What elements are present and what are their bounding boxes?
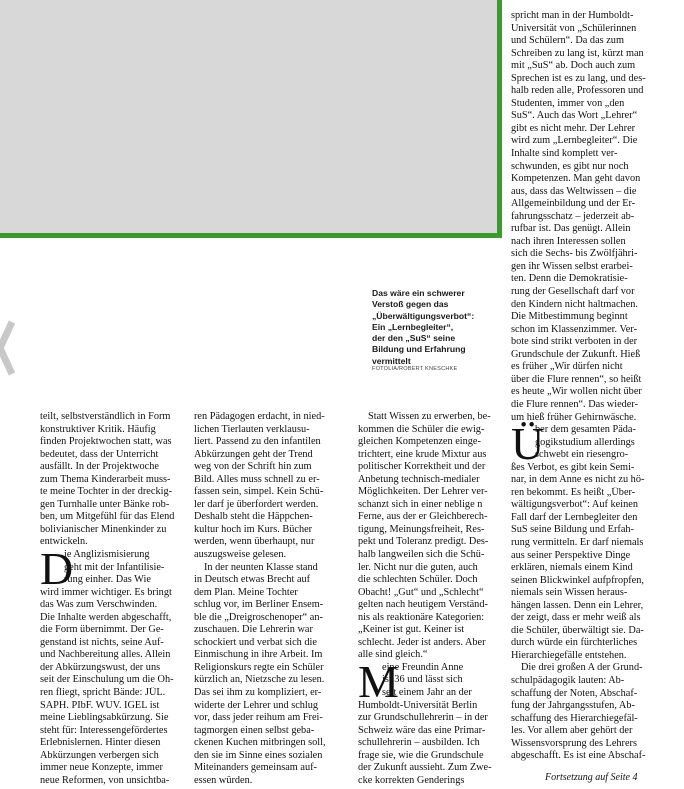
- article-column-4: [511, 10, 663, 763]
- text-line: bedeutet, dass der Unterricht: [40, 448, 159, 460]
- text-line: ausfällt. In der Projektwoche: [40, 461, 159, 473]
- text-line: ie Anglizismisierung: [64, 549, 150, 561]
- text-line: schulpädagogik lauten: Ab-: [511, 674, 625, 686]
- text-line: und Nachbereitung alles. Allein: [40, 649, 171, 661]
- text-line: geht mit der Infantilisie-: [64, 561, 165, 573]
- text-line: cke korrekten Genderings: [358, 774, 465, 786]
- text-line: kultur hoch im Kurs. Bücher: [194, 523, 313, 535]
- text-line: fahrungsschatz – jederzeit ab-: [511, 210, 635, 222]
- text-line: immer neue Konzepte, immer: [40, 762, 163, 774]
- text-line: rung vermitteln. Er darf niemals: [511, 536, 644, 548]
- text-line: gibt es nicht mehr. Der Lehrer: [511, 122, 636, 134]
- text-line: nis als reaktionäre Kategorien:: [358, 611, 485, 623]
- text-line: politischer Korrektheit und der: [358, 461, 486, 473]
- text-line: seinen Blickwinkel aufpfropfen,: [511, 574, 644, 586]
- text-line: Hierarchiegefälle entstehen.: [511, 649, 627, 661]
- drop-cap: Ü: [511, 418, 545, 470]
- text-line: und Schülern“. Da das zum: [511, 35, 624, 47]
- text-line: genstand ist nichts, seine Auf-: [40, 636, 164, 648]
- text-line: Erlebnislernen. Hinter diesen: [40, 737, 161, 749]
- text-line: rung der Gesellschaft darf vor: [511, 286, 635, 298]
- text-line: Inhalte sind komplett ver-: [511, 148, 618, 160]
- text-line: bote sind strikt verboten in der: [511, 336, 638, 348]
- text-line: halb reden alle, Professoren und: [511, 85, 644, 97]
- photo-credit: FOTOLIA/ROBERT KNESCHKE: [372, 366, 458, 372]
- text-line: Universität von „Schülerinnen: [511, 22, 637, 34]
- text-line: Wissensvorsprung des Lehrers: [511, 737, 637, 749]
- text-line: bolivianischer Minenkinder zu: [40, 523, 167, 535]
- text-line: fung der Jahrgangsstufen, Ab-: [511, 700, 635, 712]
- text-line: tigung, Meinungsfreiheit, Res-: [358, 523, 485, 535]
- text-line: Statt Wissen zu erwerben, be-: [368, 411, 491, 422]
- text-line: pekt und Toleranz predigt. Des-: [358, 536, 489, 548]
- caption-line: Bildung und Erfahrung: [372, 344, 466, 355]
- text-line: durch würde ein fürchterliches: [511, 637, 638, 649]
- text-line: zum Thema Kinderarbeit muss-: [40, 473, 171, 485]
- text-line: gogikstudium allerdings: [535, 436, 635, 448]
- text-line: aus seiner Perspektive Dinge: [511, 549, 631, 561]
- text-line: schullehrerin – ausbilden. Ich: [358, 737, 480, 749]
- text-line: SuS“. Auch das Wort „Lehrer“: [511, 110, 638, 122]
- text-line: trichtert, eine krude Mixtur aus: [358, 448, 487, 460]
- text-line: ckenen Kuchen mitbringen soll,: [194, 737, 326, 749]
- text-line: Anbetung technisch-medialer: [358, 473, 480, 485]
- text-line: seit der Einschulung um die Oh-: [40, 674, 174, 686]
- text-line: Grundschule der Zukunft. Hieß: [511, 348, 641, 360]
- text-line: kürzlich an, Nietzsche zu lesen.: [194, 674, 325, 686]
- text-line: gen Turnhalle unter Bänke rob-: [40, 498, 170, 510]
- text-line: fassen sein, simpel. Kein Schü-: [194, 486, 324, 498]
- text-line: schlecht. Jeder ist anders. Aber: [358, 636, 486, 648]
- text-line: zur Grundschullehrerin – in der: [358, 712, 488, 724]
- text-line: wird zum „Lernbegleiter“. Die: [511, 135, 638, 147]
- text-line: aus, dass das Weltwissen – die: [511, 185, 637, 197]
- text-line: spricht man in der Humboldt-: [511, 10, 634, 21]
- text-line: der zeigt, dass er mehr weiß als: [511, 612, 641, 624]
- text-line: Die drei großen A der Grund-: [521, 662, 643, 674]
- text-line: nach ihren Interessen sollen: [511, 235, 626, 247]
- text-line: über die Flure rennen“, so heißt: [511, 373, 642, 385]
- text-line: dem Plan. Meine Tochter: [194, 586, 298, 598]
- text-line: ren Pädagogen erdacht, in nied-: [194, 411, 325, 422]
- caption-line: vermittelt: [372, 355, 411, 366]
- text-line: um hieß früher Gehirnwäsche.: [511, 411, 637, 423]
- continuation-note[interactable]: Fortsetzung auf Seite 4: [545, 772, 638, 783]
- text-line: Kompetenzen. Man geht davon: [511, 173, 641, 185]
- text-line: Miteinanders gemeinsam auf-: [194, 762, 317, 774]
- text-line: den Kindern nicht haltmachen.: [511, 298, 638, 310]
- caption-line: Das wäre ein schwerer: [372, 288, 465, 298]
- text-line: ber dem gesamten Päda-: [535, 424, 636, 436]
- text-line: die schlechten Schüler. Doch: [358, 574, 478, 586]
- text-line: zuschauen. Die Lehrerin war: [194, 624, 313, 636]
- text-line: entwickeln.: [40, 536, 88, 548]
- text-line: finden Projektwochen statt, was: [40, 436, 172, 448]
- text-line: die Flure rennen“. Das wieder-: [511, 398, 639, 410]
- text-line: kommen die Schüler die ewig-: [358, 423, 485, 435]
- text-line: auszugsweise gelesen.: [194, 549, 287, 561]
- text-line: schaffung der Noten, Abschaf-: [511, 687, 638, 699]
- text-line: werden, wenn überhaupt, nur: [194, 536, 315, 548]
- text-line: „Keiner ist gut. Keiner ist: [358, 624, 465, 636]
- text-line: Allgemeinbildung und der Er-: [511, 198, 636, 210]
- text-line: Das sei ihm zu kompliziert, er-: [194, 687, 322, 699]
- text-line: vor, dass jeder reihum am Frei-: [194, 712, 323, 724]
- text-line: wältigungsverbot“: Auf keinen: [511, 499, 638, 511]
- article-column-3: [358, 411, 504, 787]
- text-line: ler. Nicht nur die guten, auch: [358, 561, 478, 573]
- text-line: Humboldt-Universität Berlin: [358, 699, 478, 711]
- text-line: SuS seine Bildung und Erfah-: [511, 524, 634, 536]
- text-line: meine Lieblingsabkürzung. Sie: [40, 712, 169, 724]
- text-line: Fall darf der Lernbegleiter den: [511, 511, 638, 523]
- text-line: erklären, niemals einem Kind: [511, 562, 633, 574]
- photo-caption: [372, 288, 504, 367]
- text-line: Abkürzungen verbergen sich: [40, 749, 159, 761]
- text-line: tagmorgen einen selbst geba-: [194, 724, 315, 736]
- text-line: Abkürzungen geht der Trend: [194, 448, 313, 460]
- text-line: abgeschafft. Es ist eine Abschaf-: [511, 750, 646, 762]
- text-line: steht für: Interessengefördertes: [40, 724, 168, 736]
- text-line: es heute „Wir wollen nicht über: [511, 386, 642, 398]
- text-line: ble die „Dreigroschenoper“ an-: [194, 611, 323, 623]
- text-line: schlug vor, im Berliner Ensem-: [194, 599, 324, 611]
- text-line: ßes Verbot, es gibt kein Semi-: [511, 461, 635, 473]
- text-line: konstruktiver Kritik. Häufig: [40, 423, 156, 435]
- text-line: Religionskurs regte ein Schüler: [194, 661, 324, 673]
- text-line: ler darf je überfordert werden.: [194, 498, 319, 510]
- text-line: ren bekommt. Es heißt „Über-: [511, 486, 636, 498]
- text-line: In der neunten Klasse stand: [204, 561, 318, 573]
- drop-cap: M: [358, 656, 399, 707]
- text-line: Die Inhalte werden abgeschafft,: [40, 611, 172, 623]
- text-line: halb langweilen sich die Schü-: [358, 549, 485, 561]
- caption-line: der den „SuS“ seine: [372, 333, 456, 344]
- chevron-left-icon[interactable]: [0, 318, 24, 378]
- article-column-2: [194, 411, 354, 787]
- text-line: den sie im Sinne eines sozialen: [194, 749, 323, 761]
- text-line: nar, in dem Anne es nicht zu hö-: [511, 474, 645, 486]
- text-line: Einmischung in ihre Arbeit. Im: [194, 649, 323, 661]
- text-line: teilt, selbstverständlich in Form: [40, 411, 171, 422]
- text-line: Deshalb steht die Häppchen-: [194, 511, 313, 523]
- text-line: rufbar ist. Das genügt. Allein: [511, 223, 631, 235]
- text-line: gen ihr Wissen selbst erarbei-: [511, 260, 633, 272]
- text-line: Ferne, aus der er Gleichberech-: [358, 511, 488, 523]
- text-line: schwunden, es gibt nur noch: [511, 160, 629, 172]
- text-line: lichen Tierlauten verklausu-: [194, 423, 310, 435]
- text-line: les. Vor allem aber gehört der: [511, 725, 633, 737]
- caption-line: Ein „Lernbegleiter“,: [372, 321, 454, 332]
- text-line: Möglichkeiten. Der Lehrer ver-: [358, 486, 488, 498]
- text-line: seit einem Jahr an der: [382, 687, 472, 699]
- drop-cap: D: [40, 543, 74, 595]
- text-line: ten. Denn die Demokratisie-: [511, 273, 628, 285]
- text-line: der Abkürzungswust, der uns: [40, 661, 161, 673]
- text-line: Schweiz wäre das eine Primar-: [358, 724, 486, 736]
- text-line: alle sind gleich.“: [358, 649, 428, 661]
- text-line: mit „SuS“ ab. Doch auch zum: [511, 60, 636, 72]
- text-line: Bild. Alles muss schnell zu er-: [194, 473, 320, 485]
- text-line: in Deutsch etwas Brecht auf: [194, 574, 311, 586]
- text-line: wird immer wichtiger. Es bringt: [40, 586, 172, 598]
- text-line: SAPH. PIbF. WUV. IGEL ist: [40, 699, 160, 711]
- text-line: widerte der Lehrer und schlug: [194, 699, 319, 711]
- text-line: der Zukunft aussieht. Zum Zwe-: [358, 762, 492, 774]
- text-line: niemals sein Wissen heraus-: [511, 587, 628, 599]
- text-line: ren fliegt, spricht Bände: JÜL.: [40, 687, 166, 699]
- text-line: schon im Klassenzimmer. Ver-: [511, 323, 638, 335]
- text-line: Die Mitbestimmung beginnt: [511, 311, 628, 323]
- text-line: te meine Tochter in der dreckig-: [40, 486, 173, 498]
- text-line: Studenten, immer von „den: [511, 97, 625, 109]
- text-line: ist 36 und lässt sich: [382, 674, 463, 686]
- text-line: liert. Passend zu den infantilen: [194, 436, 321, 448]
- text-line: schwebt ein riesengro-: [535, 449, 629, 461]
- text-line: Sprechen ist es zu lang, und des-: [511, 72, 646, 84]
- text-line: das Was zum Verschwinden.: [40, 599, 158, 611]
- caption-line: Verstoß gegen das: [372, 299, 449, 310]
- text-line: sich die Sechs- bis Zwölfjähri-: [511, 248, 638, 260]
- text-line: gleichen Kompetenzen einge-: [358, 436, 481, 448]
- text-line: es früher „Wir dürfen nicht: [511, 361, 623, 373]
- text-line: schockiert und verbat sich die: [194, 636, 317, 648]
- text-line: neue Reformen, von unsichtba-: [40, 774, 170, 786]
- text-line: ben, um Mitgefühl für das Elend: [40, 511, 175, 523]
- article-column-1: [40, 411, 190, 787]
- text-line: gelten nach heutigem Verständ-: [358, 599, 488, 611]
- text-line: eine Freundin Anne: [382, 661, 464, 673]
- text-line: schanzt sich in einer neblige n: [358, 498, 483, 510]
- text-line: weg von der Schrift hin zum: [194, 461, 312, 473]
- text-line: die Form übernimmt. Der Ge-: [40, 624, 164, 636]
- text-line: hängen lassen. Denn ein Lehrer,: [511, 599, 644, 611]
- article-photo: [0, 0, 502, 238]
- text-line: Schreiben zu lang ist, kürzt man: [511, 47, 644, 59]
- text-line: Obacht! „Gut“ und „Schlecht“: [358, 586, 484, 598]
- text-line: essen würden.: [194, 774, 253, 786]
- text-line: frage sie, wie die Grundschule: [358, 749, 484, 761]
- text-line: schaffung des Hierarchiegefäl-: [511, 712, 638, 724]
- text-line: rung einher. Das Wie: [64, 574, 151, 586]
- caption-line: „Überwältigungsverbot“:: [372, 310, 475, 321]
- text-line: die Schüler, überwältigt sie. Da-: [511, 624, 644, 636]
